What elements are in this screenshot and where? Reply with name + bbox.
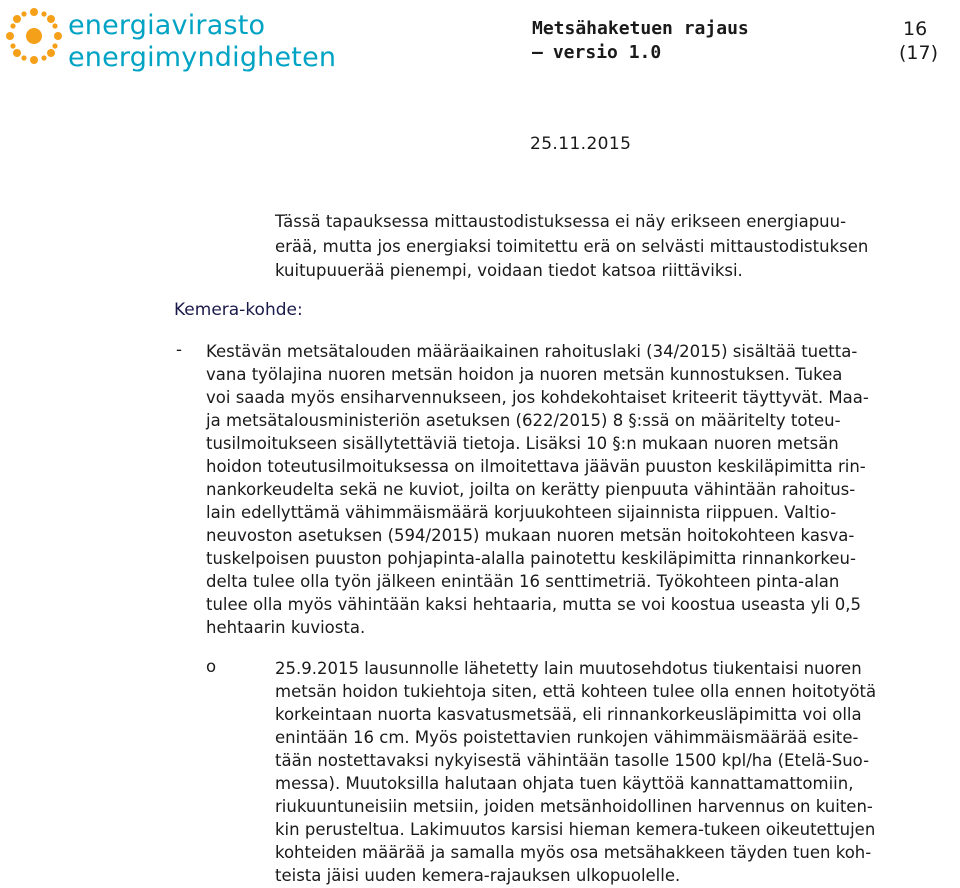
paragraph-line: enintään 16 cm. Myös poistettavien runkojen vähimmäismäärää esite-	[275, 728, 859, 747]
page-number: 16	[903, 18, 928, 40]
paragraph-line: lain edellyttämä vähimmäismäärä korjuukohteen sijainnista riippuen. Valtio-	[206, 503, 837, 522]
intro-line: Tässä tapauksessa mittaustodistuksessa ei näy erikseen energiapuu-	[275, 212, 847, 231]
paragraph-line: nankorkeudelta sekä ne kuviot, joilta on kerätty pienpuuta vähintään rahoitus-	[206, 480, 856, 499]
document-version: versio 1.0	[552, 42, 662, 63]
paragraph-line: 25.9.2015 lausunnolle lähetetty lain muutosehdotus tiukentaisi nuoren	[275, 659, 862, 678]
list-dash: -	[176, 340, 182, 359]
section-heading: Kemera-kohde:	[174, 300, 303, 320]
paragraph-line: messa). Muutoksilla halutaan ohjata tuen käyttöä kannattamattomiin,	[275, 774, 854, 793]
paragraph-line: Kestävän metsätalouden määräaikainen rahoituslaki (34/2015) sisältää tuetta-	[206, 342, 858, 361]
paragraph-line: ja metsätalousministeriön asetuksen (622/2015) 8 §:ssä on määritelty toteu-	[206, 411, 841, 430]
paragraph-line: tulee olla myös vähintään kaksi hehtaaria, mutta se voi koostua useasta yli 0,5	[206, 595, 862, 614]
list-item-paragraph	[206, 340, 956, 639]
document-date: 25.11.2015	[530, 134, 632, 154]
intro-line: kuitupuuerää pienempi, voidaan tiedot katsoa riittäviksi.	[275, 261, 743, 280]
paragraph-line: riukuuntuneisiin metsiin, joiden metsänhoidollinen harvennus on kuiten-	[275, 797, 873, 816]
sub-list-bullet: o	[206, 657, 217, 676]
sun-logo-icon	[4, 4, 64, 68]
logo	[4, 4, 344, 76]
document-title: Metsähaketuen rajaus	[532, 18, 749, 39]
paragraph-line: teista jäisi uuden kemera-rajauksen ulkopuolelle.	[275, 866, 681, 885]
paragraph-line: hehtaarin kuviosta.	[206, 618, 366, 637]
paragraph-line: kin perusteltua. Lakimuutos karsisi hieman kemera-tukeen oikeutettujen	[275, 820, 876, 839]
paragraph-line: delta tulee olla työn jälkeen enintään 16 senttimetriä. Työkohteen pinta-alan	[206, 572, 840, 591]
intro-paragraph	[275, 210, 955, 284]
intro-line: erää, mutta jos energiaksi toimitettu erä on selvästi mittaustodistuksen	[275, 236, 869, 256]
paragraph-line: neuvoston asetuksen (594/2015) mukaan nuoren metsän hoitokohteen kasva-	[206, 526, 855, 545]
paragraph-line: metsän hoidon tukiehtoja siten, että kohteen tulee olla ennen hoitotyötä	[275, 682, 877, 701]
page-total: (17)	[899, 42, 939, 64]
paragraph-line: vana työlajina nuoren metsän hoidon ja nuoren metsän kunnostuksen. Tukea	[206, 365, 843, 384]
paragraph-line: tään nostettavaksi nykyisestä vähintään tasolle 1500 kpl/ha (Etelä-Suo-	[275, 751, 870, 770]
paragraph-line: voi saada myös ensiharvennukseen, jos kohdekohtaiset kriteerit täyttyvät. Maa-	[206, 388, 869, 407]
document-version-line	[532, 42, 661, 63]
paragraph-line: korkeintaan nuorta kasvatusmetsää, eli rinnankorkeusläpimitta voi olla	[275, 705, 862, 724]
paragraph-line: kohteiden määrää ja samalla myös osa metsähakkeen täyden tuen koh-	[275, 843, 872, 862]
paragraph-line: hoidon toteutusilmoituksessa on ilmoitettava jäävän puuston keskiläpimitta rin-	[206, 457, 866, 476]
sub-list-item-paragraph	[275, 657, 955, 887]
version-dash: –	[532, 42, 543, 63]
logo-text-sv: energimyndigheten	[68, 42, 337, 73]
logo-text-fi: energiavirasto	[68, 10, 266, 41]
paragraph-line: tuskelpoisen puuston pohjapinta-alalla painotettu keskiläpimitta rinnankorkeu-	[206, 549, 856, 568]
paragraph-line: tusilmoitukseen sisällytettäviä tietoja. Lisäksi 10 §:n mukaan nuoren metsän	[206, 434, 839, 453]
